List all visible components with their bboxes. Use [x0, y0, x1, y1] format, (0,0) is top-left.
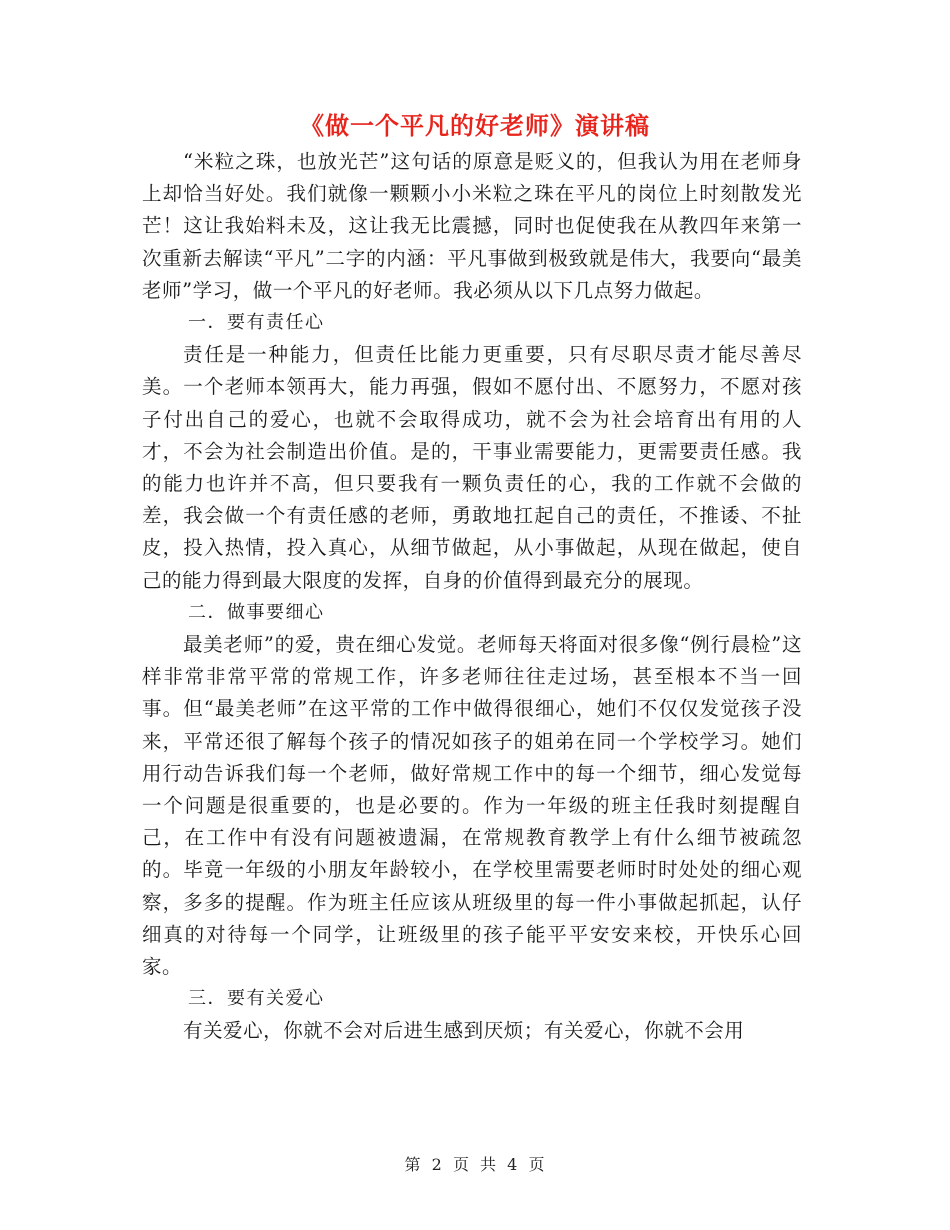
section-paragraph-3: 有关爱心，你就不会对后进生感到厌烦；有关爱心，你就不会用 — [182, 1019, 745, 1043]
section-paragraph-1: 责任是一种能力，但责任比能力更重要，只有尽职尽责才能尽善尽美。一个老师本领再大，能力再强，假如不愿付出、不愿努力，不愿对孩子付出自己的爱心，也就不会取得成功，就不会为社会培育出有用的人才，不会为社会制造出价值。是的，干事业需要能力，更需要责任感。我的能力也许并不高，但只要我有一颗负责任的心，我的工作就不会做的差，我会做一个有责任感的老师，勇敢地扛起自己的责任，不推诿、不扯皮，投入热情，投入真心，从细节做起，从小事做起，从现在做起，使自己的能力得到最大限度的发挥，自身的价值得到最充分的展现。 — [142, 343, 802, 592]
page-footer — [0, 1152, 950, 1175]
document-body — [142, 146, 802, 1048]
section-heading-3: 三．要有关爱心 — [188, 988, 325, 1010]
document-title: 《做一个平凡的好老师》演讲稿 — [300, 111, 650, 140]
section-heading-1: 一．要有责任心 — [188, 312, 325, 334]
footer-total-pages: 4 — [507, 1155, 519, 1174]
section-heading-2: 二．做事要细心 — [188, 601, 325, 623]
footer-page-word: 页 — [452, 1155, 470, 1174]
footer-prefix: 第 — [404, 1155, 422, 1174]
section-paragraph-2: 最美老师”的爱，贵在细心发觉。老师每天将面对很多像“例行晨检”这样非常非常平常的常规工作，许多老师往往走过场，甚至根本不当一回事。但“最美老师”在这平常的工作中做得很细心，她们不仅仅发觉孩子没来，平常还很了解每个孩子的情况如孩子的姐弟在同一个学校学习。她们用行动告诉我们每一个老师，做好常规工作中的每一个细节，细心发觉每一个问题是很重要的，也是必要的。作为一年级的班主任我时刻提醒自己，在工作中有没有问题被遗漏，在常规教育教学上有什么细节被疏忽的。毕竟一年级的小朋友年龄较小，在学校里需要老师时时处处的细心观察，多多的提醒。作为班主任应该从班级里的每一件小事做起抓起，认仔细真的对待每一个同学，让班级里的孩子能平平安安来校，开快乐心回家。 — [142, 633, 802, 979]
footer-current-page: 2 — [431, 1155, 443, 1174]
footer-suffix: 页 — [528, 1155, 546, 1174]
footer-total-word: 共 — [480, 1155, 498, 1174]
intro-paragraph: “米粒之珠，也放光芒”这句话的原意是贬义的，但我认为用在老师身上却恰当好处。我们就像一颗颗小小米粒之珠在平凡的岗位上时刻散发光芒！这让我始料未及，这让我无比震撼，同时也促使我在从教四年来第一次重新去解读“平凡”二字的内涵：平凡事做到极致就是伟大，我要向“最美老师”学习，做一个平凡的好老师。我必须从以下几点努力做起。 — [142, 150, 802, 302]
